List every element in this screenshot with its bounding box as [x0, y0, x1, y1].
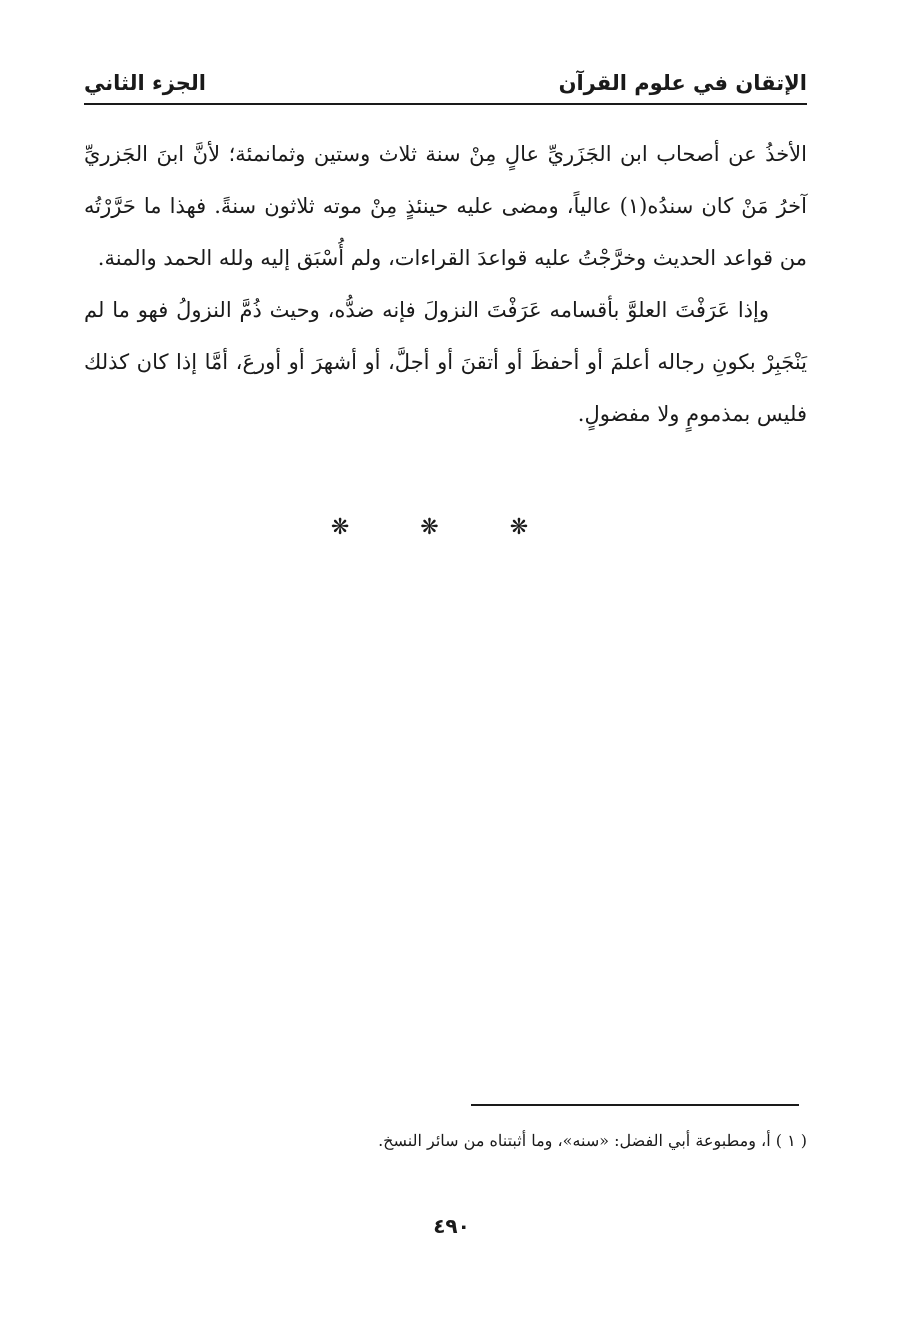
header-rule	[84, 103, 807, 105]
paragraph-1: الأخذُ عن أصحاب ابن الجَزَريِّ عالٍ مِنْ سنة ثلاث وستين وثمانمئة؛ لأنَّ ابنَ الجَزريِّ آخرُ مَنْ كان سندُه(١) عالياً، ومضى عليه حينئذٍ مِنْ موته ثلاثون سنةً. فهذا ما حَرَّرْتُه من قواعد الحديث وخرَّجْتُ عليه قواعدَ القراءات، ولم أُسْبَق إليه ولله الحمد والمنة.	[84, 142, 807, 270]
part-title: الجزء الثاني	[84, 71, 207, 95]
footnote: ( ١ ) أ، ومطبوعة أبي الفضل: «سنه»، وما أثبتناه من سائر النسخ.	[378, 1131, 807, 1150]
page-number: ٤٩٠	[433, 1214, 470, 1238]
footnote-rule	[471, 1104, 799, 1106]
running-header	[84, 62, 807, 102]
book-title: الإتقان في علوم القرآن	[558, 71, 807, 95]
section-separator: ❋ ❋ ❋	[330, 515, 561, 540]
paragraph-2: وإذا عَرَفْتَ العلوَّ بأقسامه عَرَفْتَ النزولَ فإنه ضدُّه، وحيث ذُمَّ النزولُ فهو ما لم يَنْجَبِرْ بكونِ رجاله أعلمَ أو أحفظَ أو أتقنَ أو أجلَّ، أو أشهرَ أو أورعَ، أمَّا إذا كان كذلك فليس بمذمومٍ ولا مفضولٍ.	[84, 298, 807, 426]
body-text	[84, 128, 807, 440]
